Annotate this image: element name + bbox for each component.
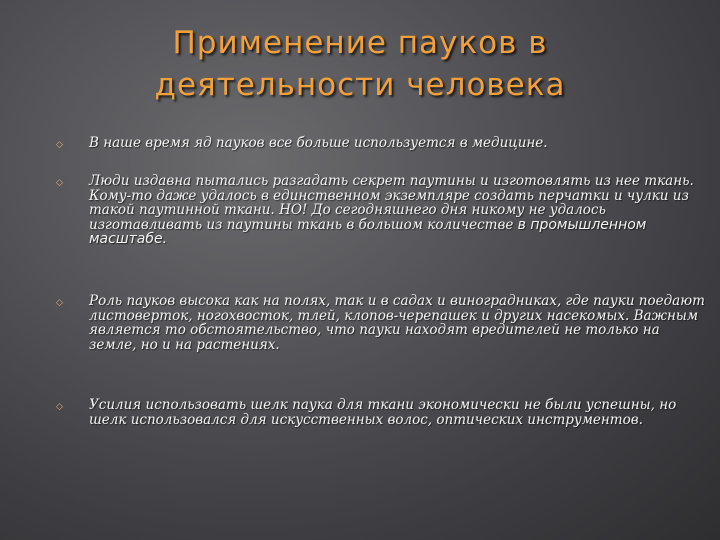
bullet-text: Усилия использовать шелк паука для ткани экономически не были успешны, но шелк использовался для искусственных волос, оптических инструментов.: [89, 397, 677, 428]
bullet-text: [89, 174, 709, 247]
bullet-text: В наше время яд пауков все больше используется в медицине.: [89, 135, 548, 151]
diamond-outline-icon: ◇: [56, 298, 63, 308]
diamond-outline-icon: ◇: [56, 178, 63, 188]
bullet-text-tail: в промышленном масштабе.: [89, 216, 647, 247]
bullet-item: [55, 174, 709, 247]
bullet-text-main: Люди издавна пытались разгадать секрет паутины и изготовлять из нее ткань. Кому-то даже удалось в единственном экземпляре создать перчатки и чулки из такой паутинной ткани. НО! До сегодняшнего дня никому не удалось изготавливать из паутины ткань в большом количестве: [89, 173, 694, 233]
diamond-outline-icon: ◇: [56, 402, 63, 412]
bullet-item: [55, 136, 709, 151]
bullet-item: [55, 294, 709, 352]
diamond-outline-icon: ◇: [56, 140, 63, 150]
slide-title: [0, 22, 720, 106]
slide-title-line-2: деятельности человека: [154, 67, 566, 103]
slide-title-line-1: Применение пауков в: [172, 25, 548, 61]
bullet-item: [55, 398, 709, 427]
bullet-text: Роль пауков высока как на полях, так и в садах и виноградниках, где пауки поедают листоверток, ногохвосток, тлей, клопов-черепашек и других насекомых. Важным является то обстоятельство, что пауки находят вредителей не только на земле, но и на растениях.: [89, 293, 705, 353]
